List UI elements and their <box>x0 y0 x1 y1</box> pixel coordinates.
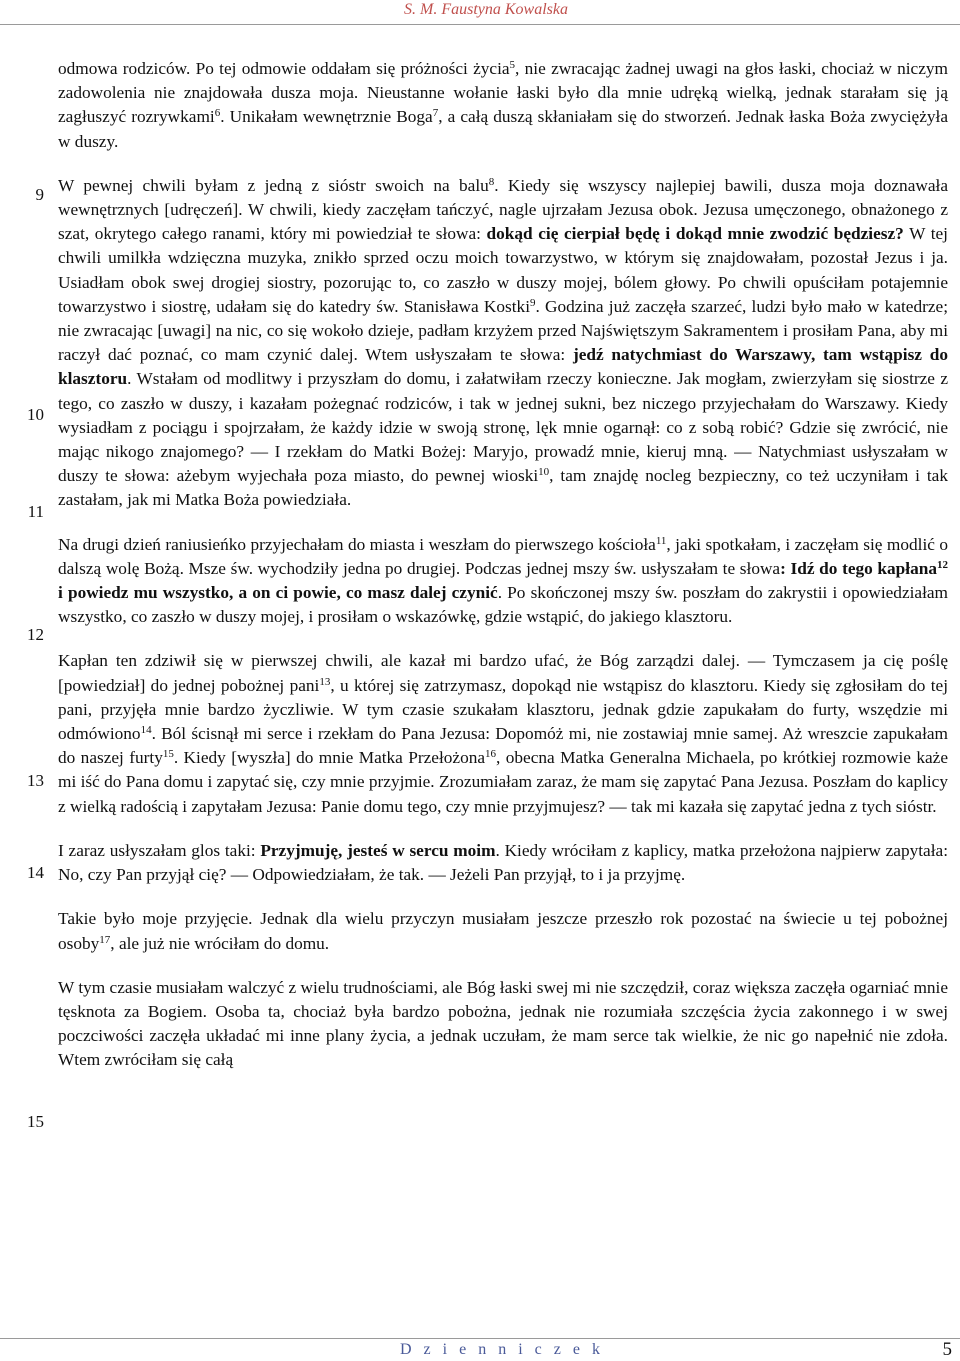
text-run: , a całą duszą skłaniałam się do stworzeń. Jednak łaska Boża zwyciężyła w duszy. <box>58 107 949 151</box>
paragraph <box>58 174 948 513</box>
margin-number: 10 <box>27 405 44 424</box>
footnote-ref: 10 <box>538 466 550 479</box>
page-number: 5 <box>942 1339 952 1360</box>
footnote-ref: 7 <box>432 107 439 120</box>
paragraph <box>58 57 948 154</box>
page-footer <box>0 1338 960 1358</box>
footer-label: D z i e n n i c z e k <box>400 1341 604 1358</box>
text-run: odmowa rodziców. Po tej odmowie oddałam się próżności życia <box>58 59 510 78</box>
header-title: S. M. Faustyna Kowalska <box>404 1 568 18</box>
footnote-ref: 6 <box>214 107 221 120</box>
footnote-ref: 17 <box>99 933 111 946</box>
paragraph <box>58 907 948 955</box>
margin-number: 15 <box>27 1112 44 1131</box>
footnote-ref: 13 <box>319 675 331 688</box>
footnote-ref: 12 <box>937 558 948 571</box>
text-run: , nie zwracając żadnej uwagi na głos łaski, chociaż w niczym zadowolenia nie znajdowała dusza moja. Nieustanne wołanie łaski było dla mnie udręką wielką, jednak starałam się ją zagłuszyć rozrywkami <box>58 59 948 127</box>
paragraph <box>58 839 948 887</box>
page-header <box>0 0 960 25</box>
margin-number: 13 <box>27 771 44 790</box>
text-run: W tej chwili umilkła wdzięczna muzyka, znikło sprzed oczu moich towarzystwo, w którym się znajdowałam, pozostał Jezus i ja. Usiadłam obok swej drogiej siostry, pozorując to, co zaszło w duszy mojej, bólem głowy. Po chwili opuściłam potajemnie towarzystwo i siostrę, udałam się do katedry św. Stanisława Kostki <box>58 224 948 316</box>
text-run: . Ból ścisnął mi serce i rzekłam do Pana Jezusa: Dopomóż mi, nie zostawiaj mnie samej. Aż wreszcie zapukałam do naszej furty <box>58 724 948 768</box>
text-run: , jaki spotkałam, i zaczęłam się modlić o dalszą wolę Bożą. Msze św. wychodziły jedna po drugiej. Podczas jednej mszy św. usłyszałam te słowa <box>58 534 948 578</box>
text-run: . Wstałam od modlitwy i przyszłam do domu, i załatwiłam rzeczy konieczne. Jak mogłam, zwierzyłam się siostrze z tego, co zaszło w duszy, i kazałam pożegnać rodziców, i tak w jednej sukni, bez niczego przyjechałam do Warszawy. Kiedy wysiadłam z pociągu i spojrzałam, że każdy idzie w swoją stronę, lęk mnie ogarnął: co z sobą robić? Gdzie się zwrócić, nie mając nikogo znajomego? — I rzekłam do Matki Bożej: Maryjo, prowadź mnie, kieruj mną. — Natychmiast usłyszałam w duszy te słowa: ażebym wyjechała poza miasto, do pewnej wioski <box>58 369 948 486</box>
bold-text: i powiedz mu wszystko, a on ci powie, co masz dalej czynić <box>58 583 498 603</box>
text-run: I zaraz usłyszałam glos taki: <box>58 840 261 860</box>
bold-text: : Idź do tego kapłana <box>780 558 937 578</box>
text-run: . Kiedy wróciłam z kaplicy, matka przełożona najpierw zapytała: No, czy Pan przyjął cię? — Odpowiedziałam, że tak. — Jeżeli Pan przyjął, to i ja przyjmę. <box>58 840 948 885</box>
margin-number: 11 <box>27 502 44 521</box>
margin-number: 12 <box>27 625 44 644</box>
text-run: W pewnej chwili byłam z jedną z sióstr swoich na balu <box>58 175 489 195</box>
text-run: , obecna Matka Generalna Michaela, po krótkiej rozmowie każe mi iść do Pana domu i zapytać się, czy mnie przyjmie. Zrozumiałam zaraz, że mam się zapytać Pana Jezusa. Poszłam do kaplicy z wielką radością i zapytałam Jezusa: Panie domu tego, czy mnie przyjmujesz? — tak mi kazała się zapytać jedna z tych sióstr. <box>58 748 948 816</box>
bold-text: dokąd cię cierpiał będę i dokąd mnie zwodzić będziesz? <box>486 224 904 244</box>
bold-text: jedź natychmiast do Warszawy, tam wstąpisz do klasztoru <box>58 345 948 389</box>
footnote-ref: 8 <box>488 175 495 188</box>
margin-number: 9 <box>35 185 44 204</box>
text-run: . Po skończonej mszy św. poszłam do zakrystii i opowiedziałam wszystko, co zaszło w duszy mojej, i prosiłam o wskazówkę, gdzie wstąpić, do jakiego klasztoru. <box>58 583 949 627</box>
footnote-ref: 15 <box>162 748 174 761</box>
text-run: . Unikałam wewnętrznie Boga <box>220 107 433 127</box>
footnote-ref: 5 <box>509 59 516 71</box>
footnote-ref: 16 <box>485 748 497 761</box>
text-run: . Kiedy [wyszła] do mnie Matka Przełożona <box>173 748 486 768</box>
bold-text: Przyjmuję, jesteś w sercu moim <box>260 840 496 860</box>
paragraph <box>58 533 948 630</box>
text-run: . Godzina już zaczęła szarzeć, ludzi było mało w katedrze; nie zwracając [uwagi] na nic, co się wokoło dzieje, padłam krzyżem przed Najświętszym Sakramentem i prosiłam Pana, aby mi raczył dać poznać, co mam czynić dalej. Wtem usłyszałam te słowa: <box>58 296 949 365</box>
text-run: W tym czasie musiałam walczyć z wielu trudnościami, ale Bóg łaski swej mi nie szczędził, coraz większa zaczęła ogarniać mnie tęsknota za Bogiem. Osoba ta, chociaż była bardzo pobożna, jednak nie rozumiała szczęścia życia zakonnego i w swej poczciwości zaczęła układać mi inne plany życia, a jednak uczułam, że mam serce tak wielkie, że nic go napełnić nie zdoła. Wtem zwróciłam się całą <box>58 977 948 1070</box>
text-run: Takie było moje przyjęcie. Jednak dla wielu przyczyn musiałam jeszcze przeszło rok pozostać na świecie u tej pobożnej osoby <box>58 909 948 953</box>
footnote-ref: 14 <box>140 724 152 737</box>
text-run: . Kiedy się wszyscy najlepiej bawili, dusza moja doznawała wewnętrznych [udręczeń]. W chwili, kiedy zaczęłam tańczyć, nagle ujrzałam Jezusa obok. Jezusa umęczonego, obnażonego z szat, okrytego całego ranami, który mi powiedział te słowa: <box>58 175 948 244</box>
text-run: Kapłan ten zdziwił się w pierwszej chwili, ale kazał mi bardzo ufać, że Bóg zarządzi dalej. — Tymczasem ja cię poślę [powiedział] do jednej pobożnej pani <box>58 651 948 695</box>
body-text <box>58 57 948 1073</box>
text-run: , u której się zatrzymasz, dopokąd nie wstąpisz do klasztoru. Kiedy się zgłosiłam do tej pani, przyjęła mnie bardzo życzliwie. W tym czasie szukałam klasztoru, jednak gdzie zapukałam do furty, wszędzie mi odmówiono <box>58 675 949 744</box>
footnote-ref: 9 <box>530 296 536 309</box>
margin-number: 14 <box>27 863 44 882</box>
paragraph <box>58 649 948 818</box>
paragraph <box>58 976 948 1073</box>
text-run: , tam znajdę nocleg bezpieczny, co też uczyniłam i tak zastałam, jak mi Matka Boża powiedziała. <box>58 466 948 510</box>
text-run: , ale już nie wróciłam do domu. <box>110 933 330 953</box>
text-run: Na drugi dzień raniusieńko przyjechałam do miasta i weszłam do pierwszego kościoła <box>58 534 656 554</box>
footnote-ref: 11 <box>655 534 667 547</box>
